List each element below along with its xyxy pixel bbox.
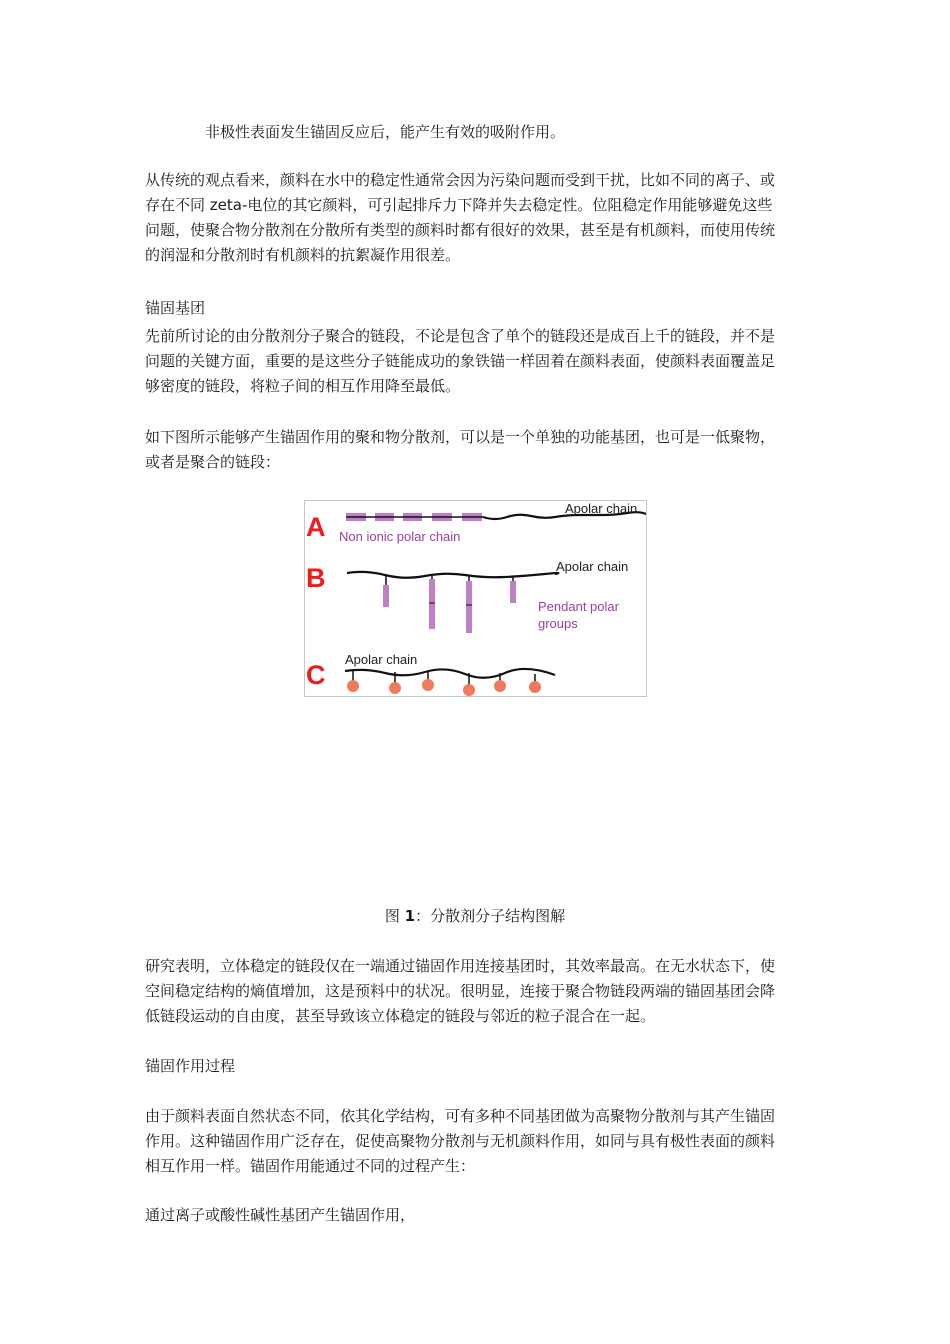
heading-anchor-groups: 锚固基团 — [145, 299, 206, 317]
caption-text: ：分散剂分子结构图解 — [415, 907, 566, 925]
text-line: 问题，使聚合物分散剂在分散所有类型的颜料时都有很好的效果，甚至是有机颜料，而使用传统 — [145, 221, 776, 239]
text-line: 够密度的链段，将粒子间的相互作用降至最低。 — [145, 377, 461, 395]
apolar-label-a: Apolar chain — [565, 501, 638, 516]
pendant-polar-group — [429, 579, 435, 629]
caption-number: 1 — [404, 907, 416, 925]
apolar-label-b: Apolar chain — [556, 559, 629, 574]
text-line: 如下图所示能够产生锚固作用的聚和物分散剂，可以是一个单独的功能基团，也可是一低聚物， — [145, 428, 776, 446]
paragraph-anchor-groups — [145, 324, 810, 399]
pendant-label-2: groups — [538, 616, 578, 631]
label-letter-b: B — [306, 563, 326, 593]
text-line: 研究表明，立体稳定的链段仅在一端通过锚固作用连接基团时，其效率最高。在无水状态下，使 — [145, 957, 776, 975]
apolar-label-c: Apolar chain — [345, 652, 418, 667]
pendant-label-1: Pendant polar — [538, 599, 619, 614]
text-line: 问题的关键方面，重要的是这些分子链能成功的象铁锚一样固着在颜料表面，使颜料表面覆盖足 — [145, 352, 776, 370]
apolar-chain-c — [345, 669, 555, 678]
dispersant-structure-figure — [304, 500, 647, 697]
pendant-polar-group — [383, 585, 389, 607]
pendant-polar-group — [510, 581, 516, 603]
pendant-polar-group — [466, 581, 472, 633]
text-line: 存在不同 zeta-电位的其它颜料，可引起排斥力下降并失去稳定性。位阻稳定作用能够避免这些 — [145, 196, 773, 214]
anchor-group — [389, 682, 401, 694]
text-line: 空间稳定结构的熵值增加，这是预料中的状况。很明显，连接于聚合物链段两端的锚固基团会降 — [145, 982, 776, 1000]
caption-prefix: 图 — [384, 907, 405, 925]
paragraph-anchor-process — [145, 1104, 810, 1179]
polar-label-a: Non ionic polar chain — [339, 529, 461, 544]
text-line: 或者是聚合的链段： — [145, 453, 281, 471]
text-line: 作用。这种锚固作用广泛存在，促使高聚物分散剂与无机颜料作用，如同与具有极性表面的颜料 — [145, 1132, 776, 1150]
paragraph-stability — [145, 168, 810, 268]
label-letter-c: C — [306, 660, 326, 690]
text-line: 从传统的观点看来，颜料在水中的稳定性通常会因为污染问题而受到干扰，比如不同的离子、或 — [145, 171, 776, 189]
figure-drawing — [305, 501, 646, 696]
text-line: 的润湿和分散剂时有机颜料的抗絮凝作用很差。 — [145, 246, 461, 264]
paragraph-ionic-anchoring: 通过离子或酸性碱性基团产生锚固作用， — [145, 1206, 416, 1224]
text-line: 先前所讨论的由分散剂分子聚合的链段，不论是包含了单个的链段还是成百上千的链段，并不是 — [145, 327, 776, 345]
anchor-group — [463, 684, 475, 696]
label-letter-a: A — [306, 512, 326, 542]
anchor-group — [422, 679, 434, 691]
paragraph-figure-intro — [145, 425, 810, 475]
apolar-chain-b — [347, 572, 558, 578]
text-line: 相互作用一样。锚固作用能通过不同的过程产生： — [145, 1157, 476, 1175]
text-line: 由于颜料表面自然状态不同，依其化学结构，可有多种不同基团做为高聚物分散剂与其产生锚固 — [145, 1107, 776, 1125]
heading-anchor-process: 锚固作用过程 — [145, 1057, 236, 1075]
figure-caption — [0, 904, 950, 929]
text-line: 低链段运动的自由度，甚至导致该立体稳定的链段与邻近的粒子混合在一起。 — [145, 1007, 656, 1025]
anchor-group — [347, 680, 359, 692]
intro-line: 非极性表面发生锚固反应后，能产生有效的吸附作用。 — [205, 123, 566, 141]
paragraph-research — [145, 954, 810, 1029]
anchor-group — [494, 680, 506, 692]
anchor-group — [529, 681, 541, 693]
